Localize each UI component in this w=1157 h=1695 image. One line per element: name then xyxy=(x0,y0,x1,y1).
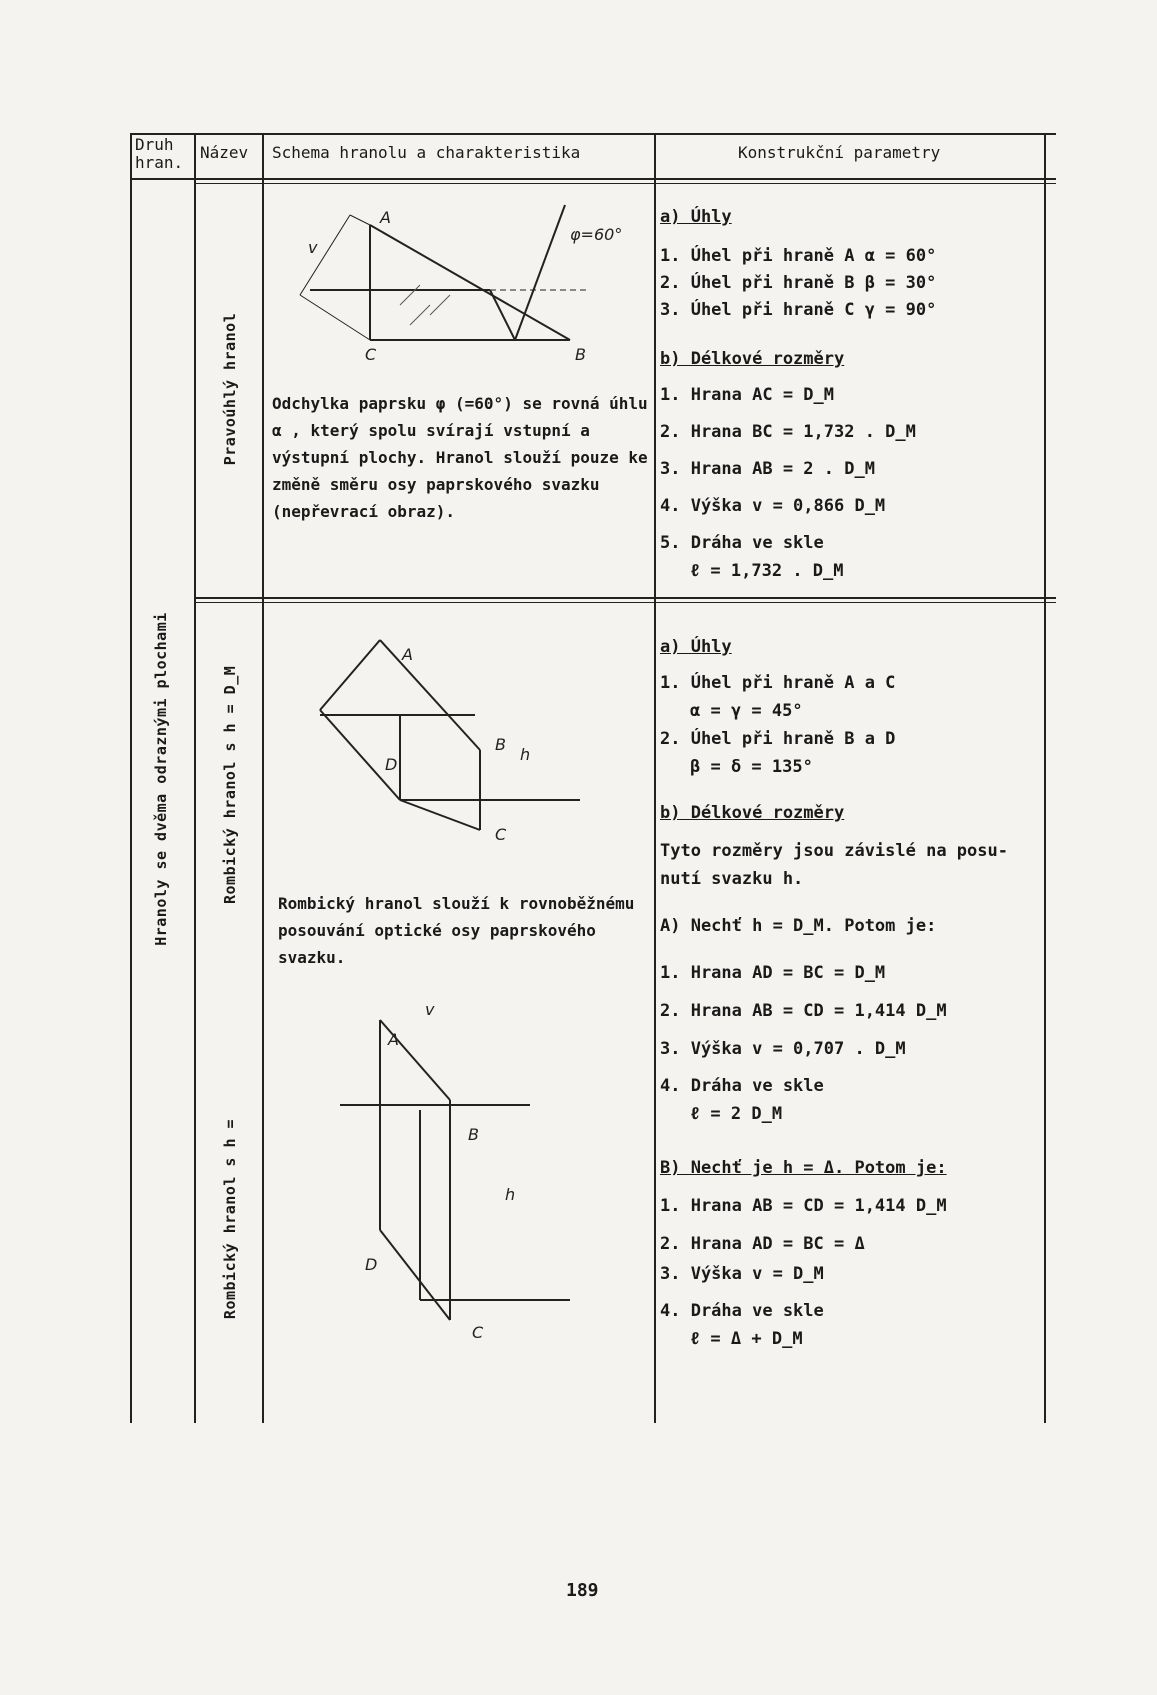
right-angle-prism-figure xyxy=(270,195,650,375)
row2-name-b: Rombický hranol s h = xyxy=(221,1118,239,1320)
row2-p1: 1. Úhel při hraně A a C xyxy=(660,673,896,693)
row1-p3: 3. Úhel při hraně C γ = 90° xyxy=(660,300,937,320)
row2-name-a: Rombický hranol s h = D_M xyxy=(221,665,239,904)
row2-p9: 1. Hrana AD = BC = D_M xyxy=(660,963,886,983)
row2-p10: 2. Hrana AB = CD = 1,414 D_M xyxy=(660,1001,947,1021)
label-v: v xyxy=(308,238,318,257)
label-d3: D xyxy=(365,1255,378,1274)
label-a3: A xyxy=(388,1030,399,1049)
label-a2: A xyxy=(402,645,413,664)
label-v3: v xyxy=(425,1000,435,1019)
row2-p3: 2. Úhel při hraně B a D xyxy=(660,729,896,749)
label-h2: h xyxy=(520,745,531,764)
row-divider-2 xyxy=(195,602,1056,603)
row2-p14: B) Nechť je h = Δ. Potom je: xyxy=(660,1158,947,1178)
row2-p7: nutí svazku h. xyxy=(660,869,804,889)
header-bottom-border-2 xyxy=(195,183,1056,184)
row1-p10: ℓ = 1,732 . D_M xyxy=(690,561,844,581)
group-label: Hranoly se dvěma odraznými plochami xyxy=(152,612,170,946)
header-col4: Konstrukční parametry xyxy=(738,143,941,162)
row-divider xyxy=(195,597,1056,599)
col-divider-3 xyxy=(262,133,264,1423)
row2-p11: 3. Výška v = 0,707 . D_M xyxy=(660,1039,906,1059)
label-c: C xyxy=(365,345,377,364)
row2-p18: 4. Dráha ve skle xyxy=(660,1301,824,1321)
row2-p5: b) Délkové rozměry xyxy=(660,803,845,823)
label-a: A xyxy=(380,208,391,227)
row2-description: Rombický hranol slouží k rovnoběžnému posouvání optické osy paprskového svazku. xyxy=(278,894,635,967)
row1-p1: 1. Úhel při hraně A α = 60° xyxy=(660,246,937,266)
row1-p6: 2. Hrana BC = 1,732 . D_M xyxy=(660,422,916,442)
col-divider-4 xyxy=(654,133,656,1423)
page-number: 189 xyxy=(566,1580,599,1601)
row1-p9: 5. Dráha ve skle xyxy=(660,533,824,553)
row1-p2: 2. Úhel při hraně B β = 30° xyxy=(660,273,937,293)
label-c2: C xyxy=(495,825,507,844)
row1-description: Odchylka paprsku φ (=60°) se rovná úhlu α , který spolu svírají vstupní a výstupní plochy. Hranol slouží pouze ke změně směru osy paprskového svazku (nepřevrací obraz). xyxy=(272,394,648,521)
col-divider-2 xyxy=(194,133,196,1423)
header-col1: Druh hran. xyxy=(135,135,184,172)
row1-name: Pravoúhlý hranol xyxy=(221,312,239,466)
header-bottom-border xyxy=(131,178,1056,180)
row2-p8: A) Nechť h = D_M. Potom je: xyxy=(660,916,937,936)
rhombic-prism-figure-b xyxy=(330,1000,610,1340)
row2-p17: 3. Výška v = D_M xyxy=(660,1264,824,1284)
row2-p16: 2. Hrana AD = BC = Δ xyxy=(660,1234,865,1254)
row2-p13: ℓ = 2 D_M xyxy=(690,1104,783,1124)
label-phi: φ=60° xyxy=(570,225,623,244)
row1-p5: 1. Hrana AC = D_M xyxy=(660,385,834,405)
label-d2: D xyxy=(385,755,398,774)
row2-p0: a) Úhly xyxy=(660,637,732,657)
col-divider-5 xyxy=(1044,133,1046,1423)
row1-p8: 4. Výška v = 0,866 D_M xyxy=(660,496,886,516)
row2-p12: 4. Dráha ve skle xyxy=(660,1076,824,1096)
row1-p7: 3. Hrana AB = 2 . D_M xyxy=(660,459,875,479)
label-b: B xyxy=(575,345,586,364)
row2-p2: α = γ = 45° xyxy=(690,701,803,721)
header-col3: Schema hranolu a charakteristika xyxy=(272,143,581,162)
row2-p15: 1. Hrana AB = CD = 1,414 D_M xyxy=(660,1196,947,1216)
row2-p6: Tyto rozměry jsou závislé na posu- xyxy=(660,841,1008,861)
label-h3: h xyxy=(505,1185,516,1204)
header-col2: Název xyxy=(200,143,249,162)
label-c3: C xyxy=(472,1323,484,1342)
row2-p19: ℓ = Δ + D_M xyxy=(690,1329,803,1349)
row1-p0: a) Úhly xyxy=(660,207,732,227)
label-b3: B xyxy=(468,1125,479,1144)
table-top-border xyxy=(131,133,1056,135)
rhombic-prism-figure-a xyxy=(300,620,600,850)
row2-p4: β = δ = 135° xyxy=(690,757,813,777)
label-b2: B xyxy=(495,735,506,754)
row1-p4: b) Délkové rozměry xyxy=(660,349,845,369)
col-divider-1 xyxy=(130,133,132,1423)
